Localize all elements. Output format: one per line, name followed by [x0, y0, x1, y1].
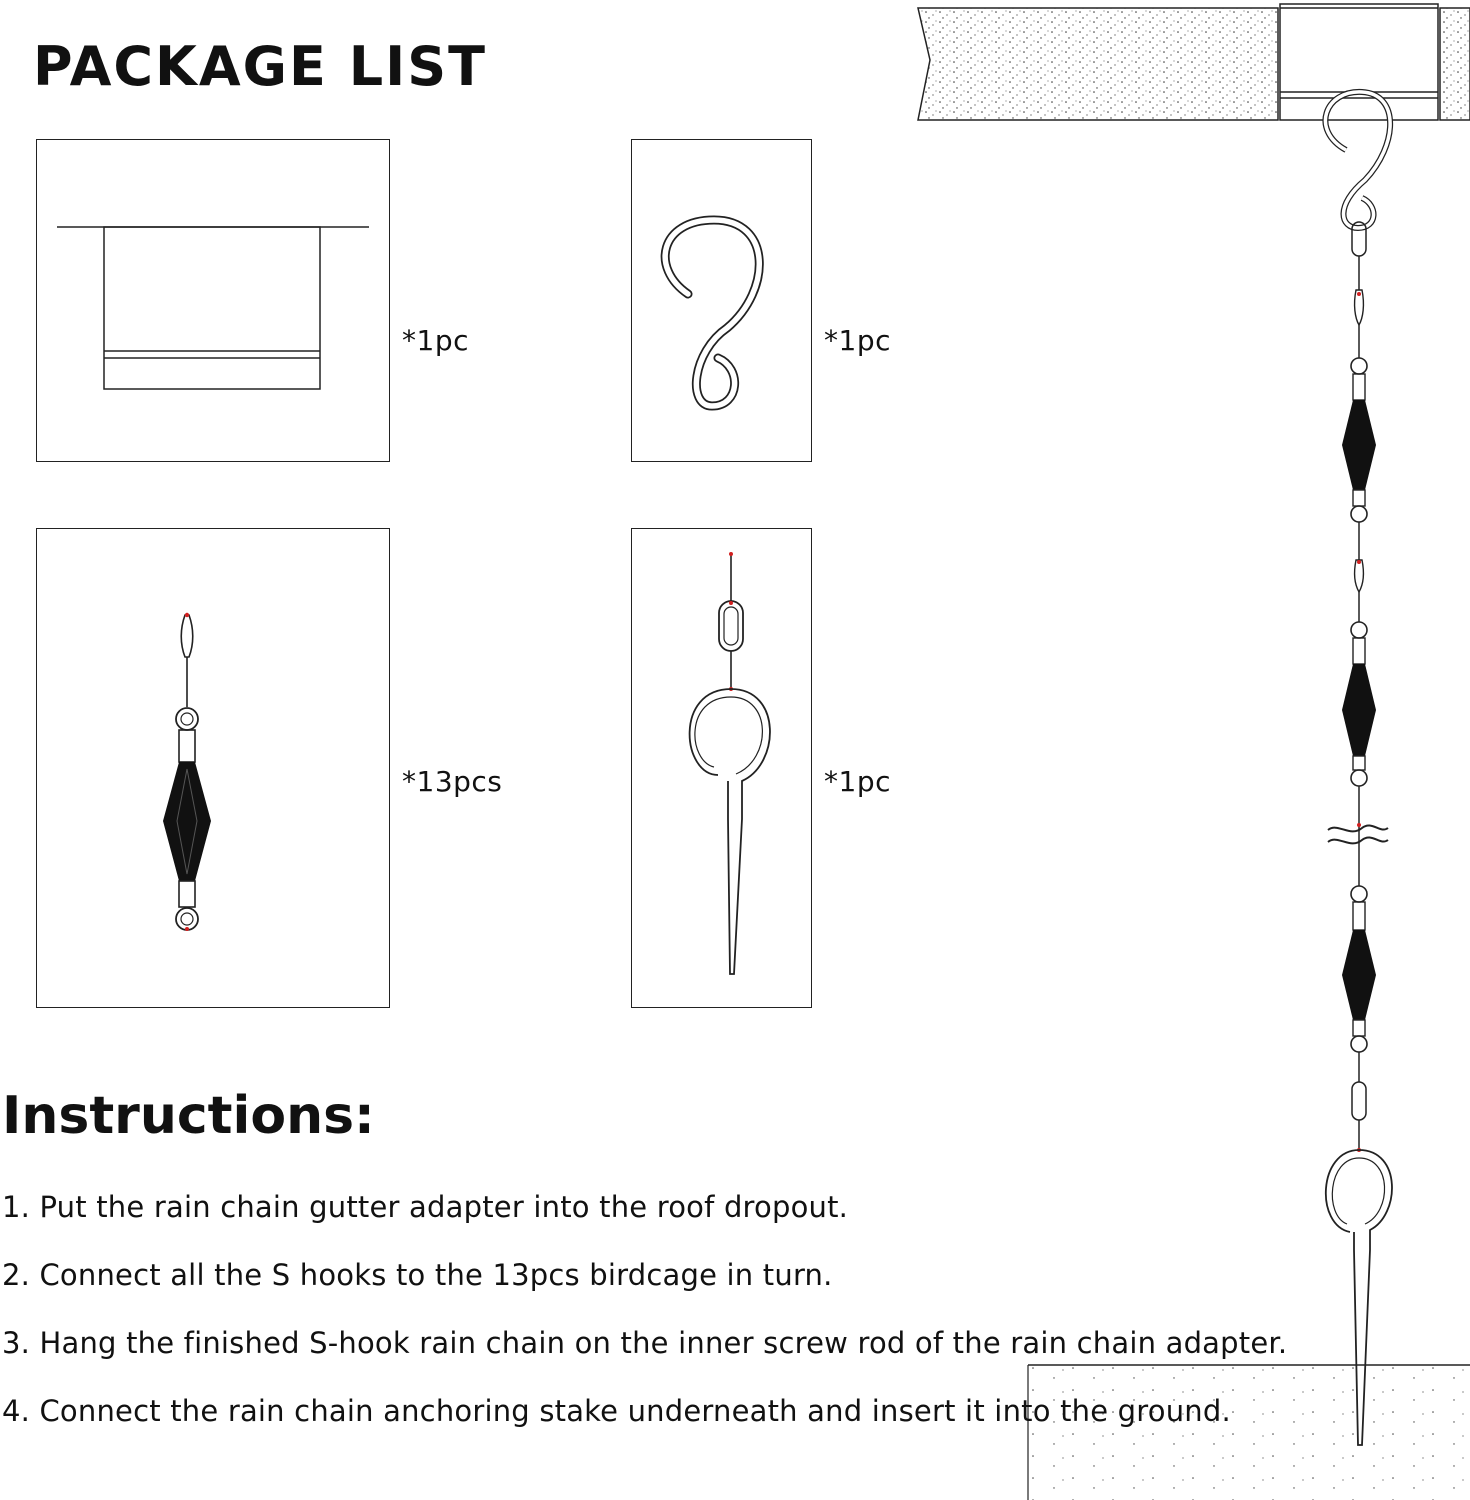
package-item-adapter: [36, 139, 390, 462]
package-item-stake: [631, 528, 812, 1008]
instruction-step-2: 2. Connect all the S hooks to the 13pcs birdcage in turn.: [2, 1258, 833, 1292]
instruction-step-4: 4. Connect the rain chain anchoring stake underneath and insert it into the ground.: [2, 1394, 1231, 1428]
instruction-step-3: 3. Hang the finished S-hook rain chain on the inner screw rod of the rain chain adapter.: [2, 1326, 1288, 1360]
package-list-title: PACKAGE LIST: [33, 35, 487, 98]
anchoring-stake-icon: [632, 529, 813, 1009]
quantity-adapter: *1pc: [402, 324, 469, 357]
instruction-step-1: 1. Put the rain chain gutter adapter into the roof dropout.: [2, 1190, 849, 1224]
instructions-heading: Instructions:: [2, 1086, 375, 1146]
quantity-stake: *1pc: [824, 765, 891, 798]
quantity-s-hook: *1pc: [824, 324, 891, 357]
installation-diagram: [910, 0, 1470, 1500]
birdcage-link-icon: [37, 529, 391, 1009]
s-hook-icon: [632, 140, 813, 463]
gutter-adapter-icon: [37, 140, 391, 463]
package-item-s-hook: [631, 139, 812, 462]
package-item-birdcage: [36, 528, 390, 1008]
quantity-birdcage: *13pcs: [402, 765, 503, 798]
